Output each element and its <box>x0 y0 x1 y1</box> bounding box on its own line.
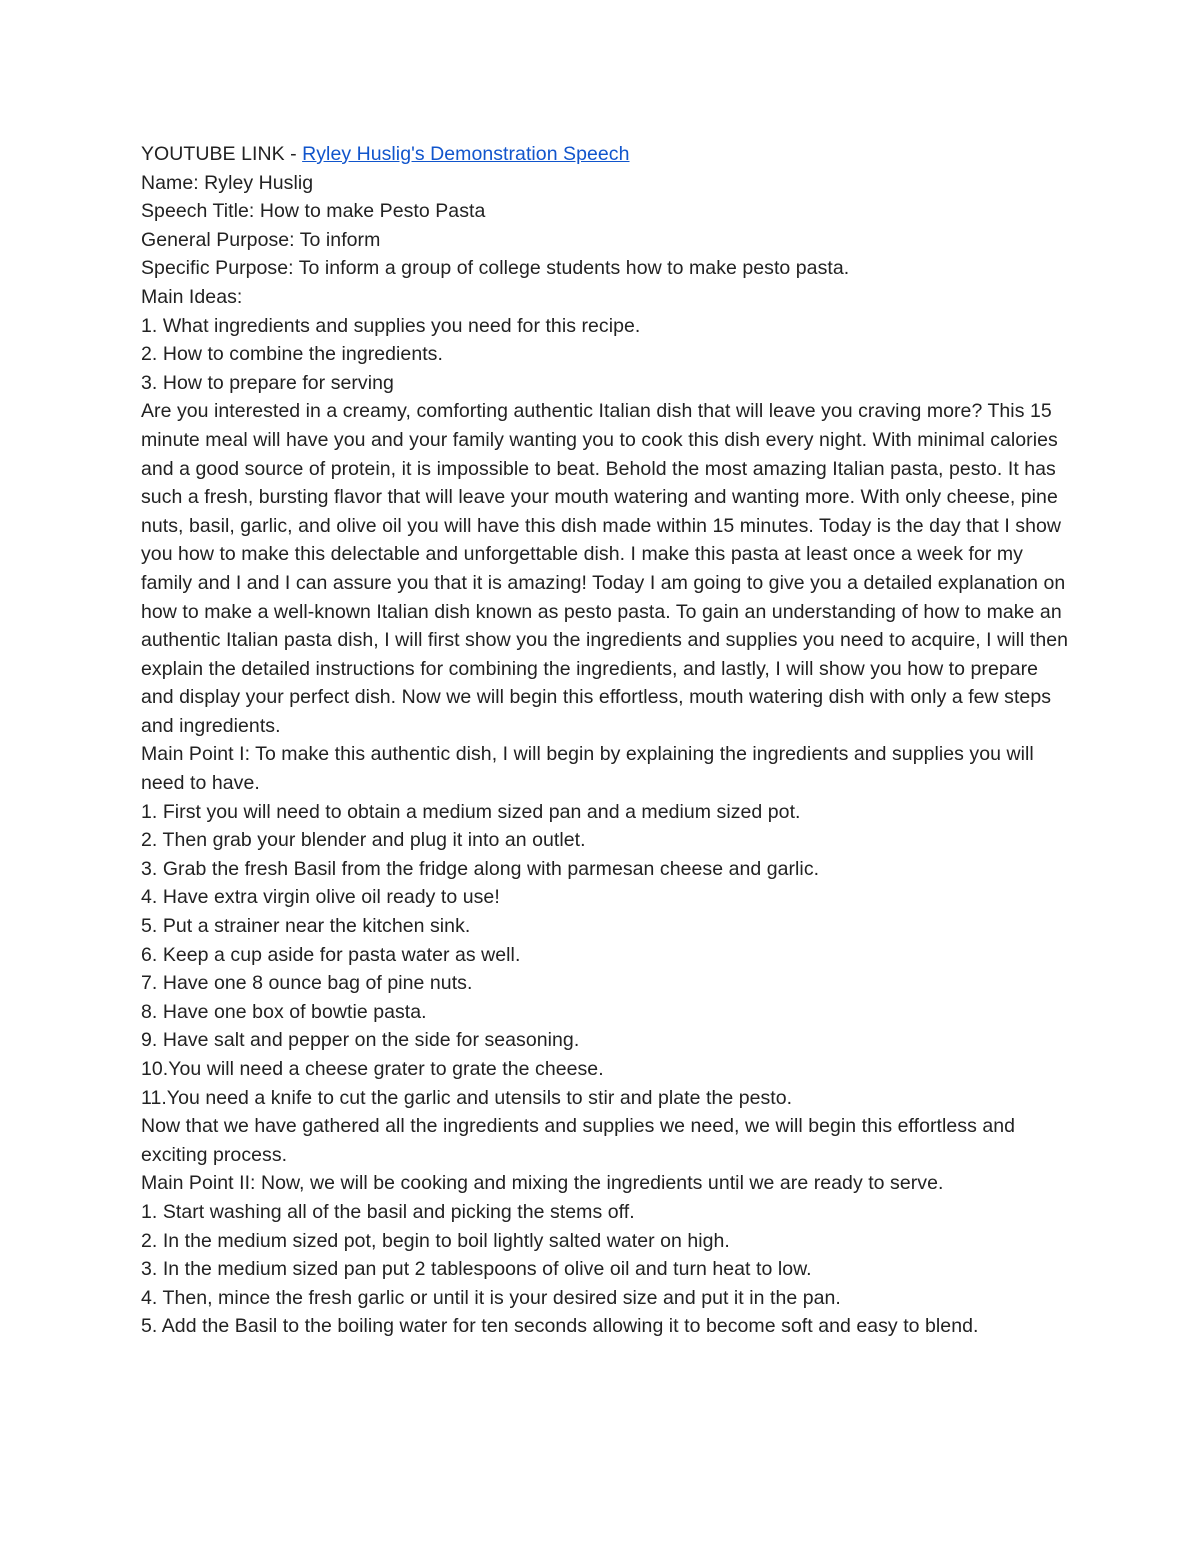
general-purpose: General Purpose: To inform <box>141 228 381 251</box>
main-point-2-item: 3. In the medium sized pan put 2 tablespoons of olive oil and turn heat to low. <box>141 1258 812 1281</box>
main-idea-item: 1. What ingredients and supplies you need for this recipe. <box>141 314 641 337</box>
main-point-1-item: 9. Have salt and pepper on the side for seasoning. <box>141 1029 580 1052</box>
main-idea-item: 3. How to prepare for serving <box>141 371 394 394</box>
main-point-1-heading: Main Point I: To make this authentic dish, I will begin by explaining the ingredients and supplies you will need to have. <box>141 743 1034 795</box>
speech-title: Speech Title: How to make Pesto Pasta <box>141 200 486 223</box>
author-name: Name: Ryley Huslig <box>141 171 314 194</box>
main-point-1-item: 10.You will need a cheese grater to grate the cheese. <box>141 1058 604 1080</box>
main-point-1-item: 8. Have one box of bowtie pasta. <box>141 1000 427 1023</box>
main-point-1-item: 3. Grab the fresh Basil from the fridge along with parmesan cheese and garlic. <box>141 857 820 880</box>
youtube-link-prefix: YOUTUBE LINK - <box>141 143 303 165</box>
main-point-2-item: 2. In the medium sized pot, begin to boil lightly salted water on high. <box>141 1229 730 1252</box>
main-point-1-item: 11.You need a knife to cut the garlic and utensils to stir and plate the pesto. <box>141 1086 793 1109</box>
main-point-2-item: 4. Then, mince the fresh garlic or until it is your desired size and put it in the pan. <box>141 1286 841 1309</box>
main-point-1-item: 4. Have extra virgin olive oil ready to use! <box>141 886 500 909</box>
main-point-1-item: 7. Have one 8 ounce bag of pine nuts. <box>141 972 473 995</box>
main-point-1-item: 6. Keep a cup aside for pasta water as well. <box>141 943 521 966</box>
main-point-1-item: 5. Put a strainer near the kitchen sink. <box>141 915 471 938</box>
youtube-link[interactable]: Ryley Huslig's Demonstration Speech <box>302 143 630 165</box>
specific-purpose: Specific Purpose: To inform a group of college students how to make pesto pasta. <box>141 257 850 280</box>
main-point-2-item: 1. Start washing all of the basil and picking the stems off. <box>141 1200 635 1223</box>
main-point-1-item: 1. First you will need to obtain a medium sized pan and a medium sized pot. <box>141 800 801 823</box>
main-point-2-item: 5. Add the Basil to the boiling water for ten seconds allowing it to become soft and easy to blend. <box>141 1315 979 1338</box>
main-ideas-heading: Main Ideas: <box>141 285 243 308</box>
document-page <box>141 140 1071 1341</box>
main-point-2-heading: Main Point II: Now, we will be cooking and mixing the ingredients until we are ready to serve. <box>141 1172 944 1195</box>
intro-paragraph: Are you interested in a creamy, comforting authentic Italian dish that will leave you craving more? This 15 minute meal will have you and your family wanting you to cook this dish every night. With minimal calories and a good source of protein, it is impossible to beat. Behold the most amazing Italian pasta, pesto. It has such a fresh, bursting flavor that will leave your mouth watering and wanting more. With only cheese, pine nuts, basil, garlic, and olive oil you will have this dish made within 15 minutes. Today is the day that I show you how to make this delectable and unforgettable dish. I make this pasta at least once a week for my family and I and I can assure you that it is amazing! Today I am going to give you a detailed explanation on how to make a well-known Italian dish known as pesto pasta. To gain an understanding of how to make an authentic Italian pasta dish, I will first show you the ingredients and supplies you need to acquire, I will then explain the detailed instructions for combining the ingredients, and lastly, I will show you how to prepare and display your perfect dish. Now we will begin this effortless, mouth watering dish with only a few steps and ingredients. <box>141 400 1069 737</box>
youtube-link-line <box>141 140 1071 169</box>
main-point-1-transition: Now that we have gathered all the ingredients and supplies we need, we will begin this effortless and exciting process. <box>141 1115 1016 1166</box>
main-point-1-item: 2. Then grab your blender and plug it into an outlet. <box>141 829 586 852</box>
main-idea-item: 2. How to combine the ingredients. <box>141 343 443 366</box>
